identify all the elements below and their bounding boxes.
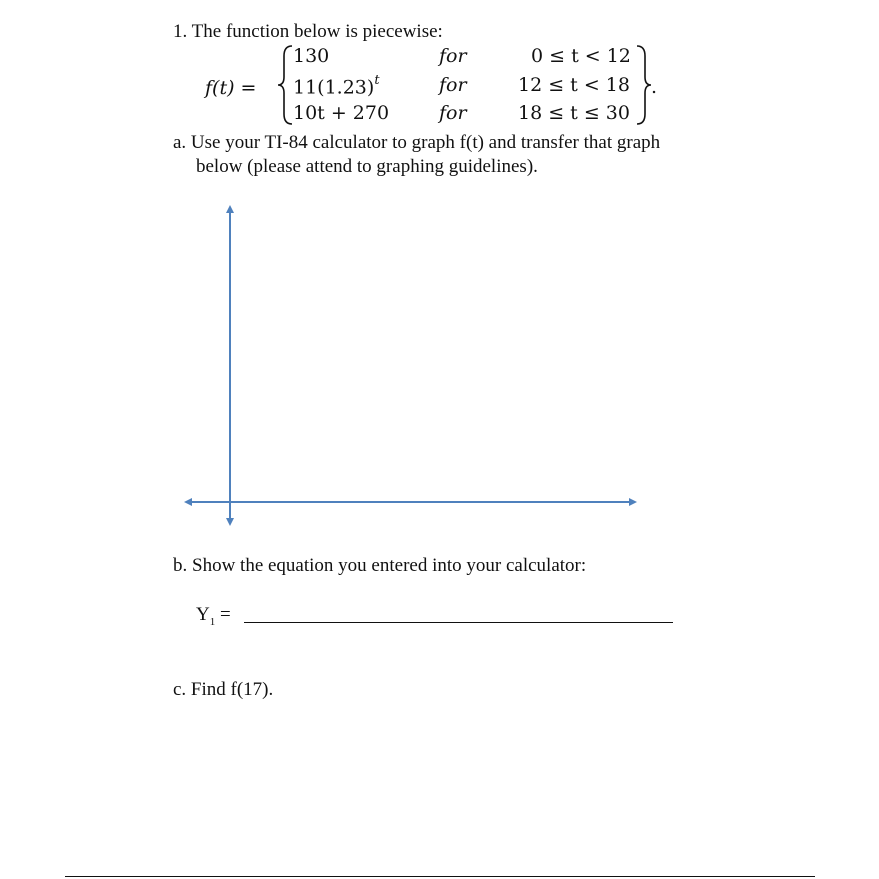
piece-1-expr: 130 <box>293 45 330 67</box>
piece-2-exponent: t <box>374 73 380 88</box>
part-b-prompt: b. Show the equation you entered into your calculator: <box>173 555 587 576</box>
y1-label-equals: = <box>215 604 231 625</box>
page-bottom-rule <box>65 876 815 877</box>
piece-2-base: 11(1.23) <box>293 76 375 99</box>
x-axis-left-arrow <box>184 498 192 506</box>
part-a-line-1: a. Use your TI-84 calculator to graph f(t) and transfer that graph <box>173 132 661 153</box>
function-lhs-text: f(t) = <box>205 77 257 99</box>
y1-label-main: Y <box>196 604 210 625</box>
x-axis-right-arrow <box>629 498 637 506</box>
y-axis-up-arrow <box>226 205 234 213</box>
trailing-period: . <box>651 76 658 98</box>
y1-label <box>196 605 231 628</box>
part-c-prompt: c. Find f(17). <box>173 679 274 700</box>
y-axis-down-arrow <box>226 518 234 526</box>
piece-1-for: for <box>439 45 467 67</box>
part-a-line-2: below (please attend to graphing guidelines). <box>196 156 538 177</box>
piece-3-condition: 18 ≤ t ≤ 30 <box>518 102 630 124</box>
piece-1-condition: 0 ≤ t < 12 <box>531 45 631 67</box>
y1-label-subscript: 1 <box>209 615 216 628</box>
problem-heading: 1. The function below is piecewise: <box>173 21 443 42</box>
answer-blank-line[interactable] <box>244 622 673 623</box>
piece-2-condition: 12 ≤ t < 18 <box>518 74 630 96</box>
piece-3-expr: 10t + 270 <box>293 102 390 124</box>
piece-3-for: for <box>439 102 467 124</box>
piece-2-for: for <box>439 74 467 96</box>
